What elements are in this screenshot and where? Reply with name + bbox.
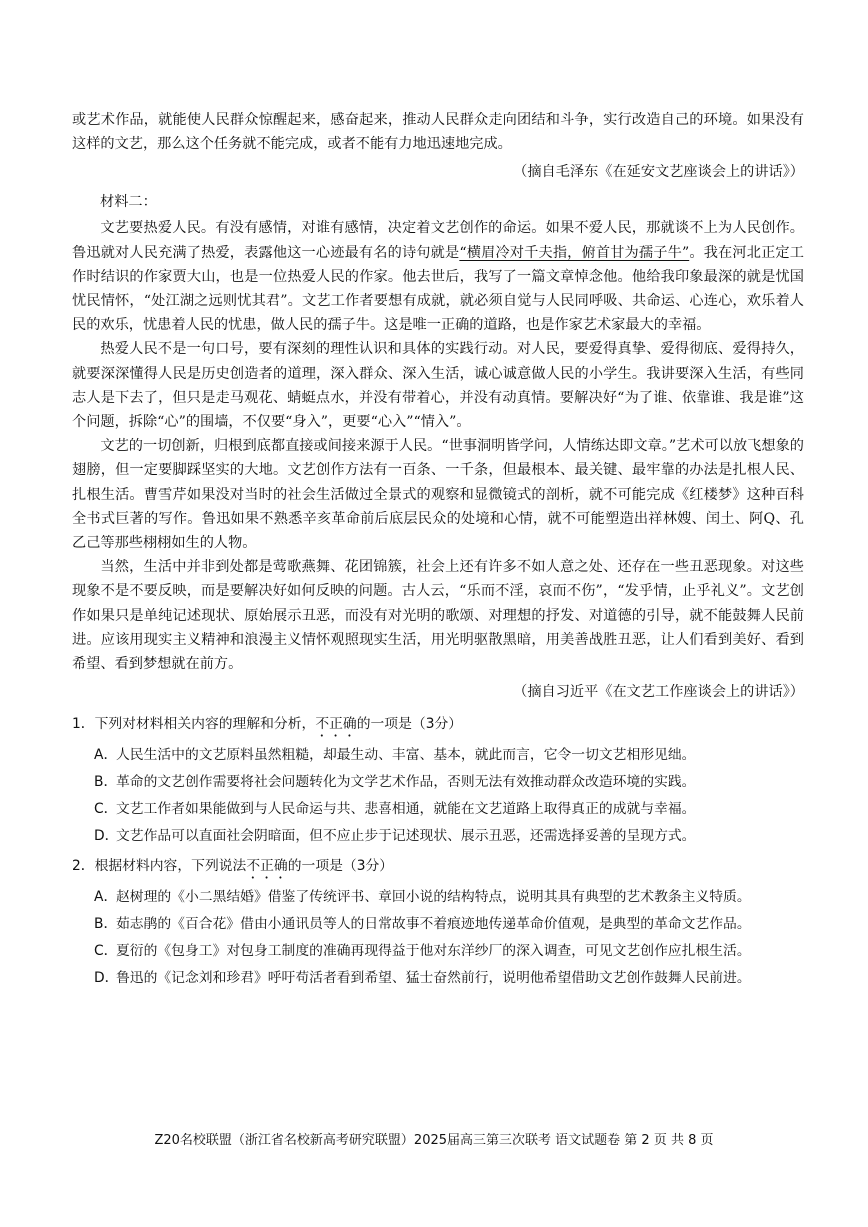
question-1-option-d xyxy=(72,824,804,848)
underlined-quote: “横眉冷对千夫指，俯首甘为孺子牛” xyxy=(459,244,690,261)
stem-text: 2．根据材料内容，下列说法 xyxy=(72,858,247,875)
stem-text: 的一项是（3分） xyxy=(356,716,463,733)
question-2-stem xyxy=(72,852,804,882)
material2-paragraph-2: 热爱人民不是一句口号，要有深刻的理性认识和具体的实践行动。对人民，要爱得真挚、爱得彻底、爱得持久，就要深深懂得人民是历史创造者的道理，深入群众、深入生活，诚心诚意做人民的小学生。我讲要深入生活，有些同志人是下去了，但只是走马观花、蜻蜓点水，并没有带着心，并没有动真情。要解决好“为了谁、依靠谁、我是谁”这个问题，拆除“心”的围墙，不仅要“身入”，更要“心入”“情入”。 xyxy=(72,341,804,431)
option-letter: A． xyxy=(94,889,118,906)
stem-text: 1．下列对材料相关内容的理解和分析， xyxy=(72,716,316,733)
material2-heading: 材料二： xyxy=(100,194,157,211)
option-text: 鲁迅的《记念刘和珍君》呼吁苟活者看到希望、猛士奋然前行，说明他希望借助文艺创作鼓舞人民前进。 xyxy=(116,970,751,987)
option-letter: B． xyxy=(94,916,118,933)
option-text: 人民生活中的文艺原料虽然粗糙，却最生动、丰富、基本，就此而言，它令一切文艺相形见绌。 xyxy=(116,747,696,764)
stem-text: 的一项是（3分） xyxy=(287,858,394,875)
exam-page xyxy=(72,108,804,990)
question-2-option-d xyxy=(72,966,804,990)
option-text: 文艺作品可以直面社会阴暗面，但不应止步于记述现状、展示丑恶，还需选择妥善的呈现方式。 xyxy=(116,828,696,845)
option-letter: B． xyxy=(94,774,118,791)
material1-tail: 或艺术作品，就能使人民群众惊醒起来，感奋起来，推动人民群众走向团结和斗争，实行改造自己的环境。如果没有这样的文艺，那么这个任务就不能完成，或者不能有力地迅速地完成。 xyxy=(72,112,804,153)
material2-source: （摘自习近平《在文艺工作座谈会上的讲话》） xyxy=(513,684,804,701)
option-text: 夏衍的《包身工》对包身工制度的准确再现得益于他对东洋纱厂的深入调查，可见文艺创作应扎根生活。 xyxy=(116,943,751,960)
option-letter: C． xyxy=(94,943,118,960)
option-letter: A． xyxy=(94,747,118,764)
paragraph-text: 。我在河北正定工作时结识的作家贾大山，也是一位热爱人民的作家。他去世后，我写了一篇文章悼念他。他给我印象最深的就是忧国忧民情怀，“处江湖之远则忧其君”。文艺工作者要想有成就，就必须自觉与人民同呼吸、共命运、心连心，欢乐着人民的欢乐，忧患着人民的忧患，做人民的孺子牛。这是唯一正确的道路，也是作家艺术家最大的幸福。 xyxy=(72,244,804,334)
page-footer: Z20名校联盟（浙江省名校新高考研究联盟）2025届高三第三次联考 语文试题卷 第 2 页 共 8 页 xyxy=(154,1133,714,1148)
material1-source: （摘自毛泽东《在延安文艺座谈会上的讲话》） xyxy=(513,164,804,181)
option-letter: C． xyxy=(94,801,118,818)
material2-paragraph-3: 文艺的一切创新，归根到底都直接或间接来源于人民。“世事洞明皆学问，人情练达即文章。”艺术可以放飞想象的翅膀，但一定要脚踩坚实的大地。文艺创作方法有一百条、一千条，但最根本、最关键、最牢靠的办法是扎根人民、扎根生活。曹雪芹如果没对当时的社会生活做过全景式的观察和显微镜式的剖析，就不可能完成《红楼梦》这种百科全书式巨著的写作。鲁迅如果不熟悉辛亥革命前后底层民众的处境和心情，就不可能塑造出祥林嫂、闰土、阿Q、孔乙己等那些栩栩如生的人物。 xyxy=(72,438,804,552)
question-1-stem xyxy=(72,710,804,740)
question-1-option-b xyxy=(72,770,804,794)
option-text: 革命的文艺创作需要将社会问题转化为文学艺术作品，否则无法有效推动群众改造环境的实践。 xyxy=(116,774,696,791)
question-2-option-c xyxy=(72,939,804,963)
question-1-option-c xyxy=(72,797,804,821)
material2-paragraph-1 xyxy=(72,216,804,337)
paragraph-text: 文艺要热爱人民。有没有感情，对谁有感情，决定着文艺创作的命运。如果不爱人民，那就谈不上为人民创作。鲁迅就对人民充满了热爱，表露他这一心迹最有名的诗句就是 xyxy=(72,220,804,261)
option-text: 赵树理的《小二黑结婚》借鉴了传统评书、章回小说的结构特点，说明其具有典型的艺术教条主义特质。 xyxy=(116,889,751,906)
material2-paragraph-4: 当然，生活中并非到处都是莺歌燕舞、花团锦簇，社会上还有许多不如人意之处、还存在一些丑恶现象。对这些现象不是不要反映，而是要解决好如何反映的问题。古人云，“乐而不淫，哀而不伤”，“发乎情，止乎礼义”。文艺创作如果只是单纯记述现状、原始展示丑恶，而没有对光明的歌颂、对理想的抒发、对道德的引导，就不能鼓舞人民前进。应该用现实主义精神和浪漫主义情怀观照现实生活，用光明驱散黑暗，用美善战胜丑恶，让人们看到美好、看到希望、看到梦想就在前方。 xyxy=(72,559,804,673)
question-1-option-a xyxy=(72,743,804,767)
option-text: 文艺工作者如果能做到与人民命运与共、悲喜相通，就能在文艺道路上取得真正的成就与幸福。 xyxy=(116,801,696,818)
emphasis-text: 不正确 xyxy=(315,716,357,733)
question-2-option-b xyxy=(72,912,804,936)
option-letter: D． xyxy=(94,828,119,845)
emphasis-text: 不正确 xyxy=(246,858,288,875)
question-2-option-a xyxy=(72,885,804,909)
option-text: 茹志鹃的《百合花》借由小通讯员等人的日常故事不着痕迹地传递革命价值观，是典型的革命文艺作品。 xyxy=(116,916,751,933)
option-letter: D． xyxy=(94,970,119,987)
